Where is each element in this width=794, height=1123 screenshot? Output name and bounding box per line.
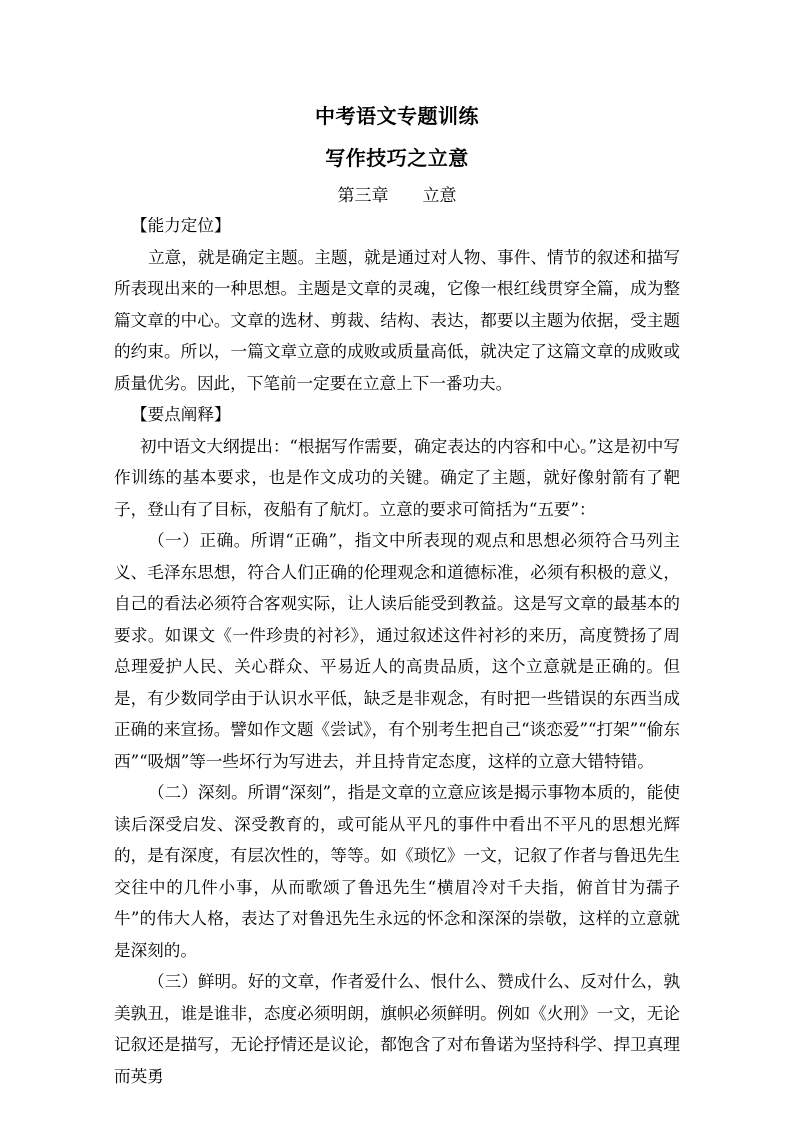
paragraph-correct: （一）正确。所谓“正确”，指文中所表现的观点和思想必须符合马列主义、毛泽东思想，符合人们正确的伦理观念和道德标准，必须有积极的意义，自己的看法必须符合客观实际，让人读后能受到教益。这是写文章的最基本的要求。如课文《一件珍贵的衬衫》，通过叙述这件衬衫的来历，高度赞扬了周总理爱护人民、关心群众、平易近人的高贵品质，这个立意就是正确的。但是，有少数同学由于认识水平低，缺乏是非观念，有时把一些错误的东西当成正确的来宣扬。譬如作文题《尝试》，有个别考生把自己“谈恋爱”“打架”“偷东西”“吸烟”等一些坏行为写进去，并且持肯定态度，这样的立意大错特错。 <box>114 531 680 771</box>
document-subtitle: 写作技巧之立意 <box>325 146 469 170</box>
chapter-heading: 第三章 立意 <box>337 186 457 206</box>
document-title: 中考语文专题训练 <box>315 104 479 128</box>
document-body <box>114 210 680 1092</box>
paragraph-distinct: （三）鲜明。好的文章，作者爱什么、恨什么、赞成什么、反对什么，孰美孰丑，谁是谁非，态度必须明朗，旗帜必须鲜明。例如《火刑》一文，无论记叙还是描写，无论抒情还是议论，都饱含了对布鲁诺为坚持科学、捍卫真理而英勇 <box>114 972 680 1086</box>
paragraph-syllabus: 初中语文大纲提出：“根据写作需要，确定表达的内容和中心。”这是初中写作训练的基本要求，也是作文成功的关键。确定了主题，就好像射箭有了靶子，登山有了目标，夜船有了航灯。立意的要求可简括为“五要”： <box>114 436 680 519</box>
paragraph-definition: 立意，就是确定主题。主题，就是通过对人物、事件、情节的叙述和描写所表现出来的一种思想。主题是文章的灵魂，它像一根红线贯穿全篇，成为整篇文章的中心。文章的选材、剪裁、结构、表达，都要以主题为依据，受主题的约束。所以，一篇文章立意的成败或质量高低，就决定了这篇文章的成败或质量优劣。因此，下笔前一定要在立意上下一番功夫。 <box>114 247 680 393</box>
section-heading-ability: 【能力定位】 <box>131 216 231 235</box>
paragraph-profound: （二）深刻。所谓“深刻”，指是文章的立意应该是揭示事物本质的，能使读后深受启发、深受教育的，或可能从平凡的事件中看出不平凡的思想光辉的，是有深度，有层次性的，等等。如《琐忆》一文，记叙了作者与鲁迅先生交往中的几件小事，从而歌颂了鲁迅先生“横眉冷对千夫指，俯首甘为孺子牛”的伟大人格，表达了对鲁迅先生永远的怀念和深深的崇敬，这样的立意就是深刻的。 <box>114 783 680 960</box>
section-heading-key-points: 【要点阐释】 <box>131 405 231 424</box>
